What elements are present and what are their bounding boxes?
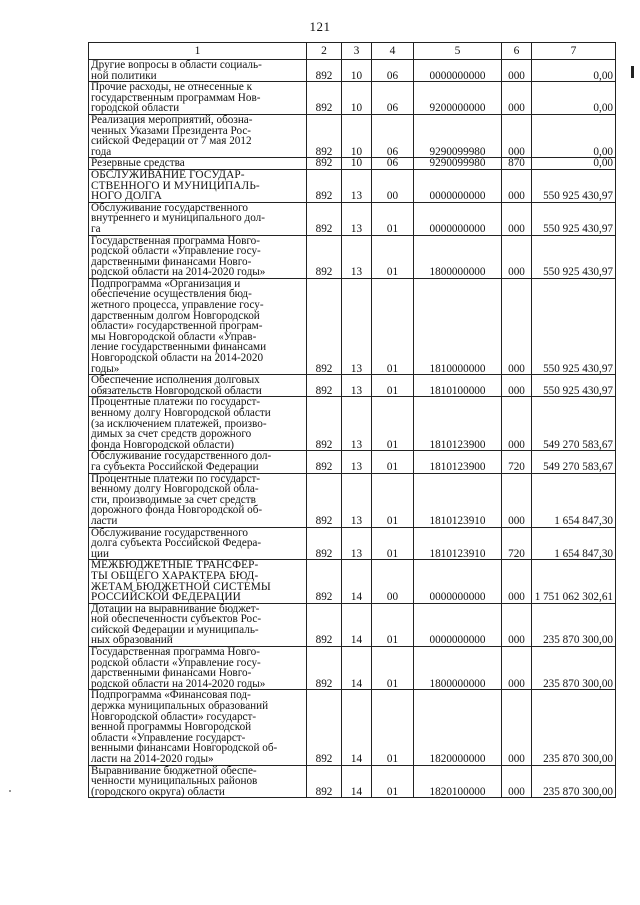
- row-amount: 1 751 062 302,61: [532, 560, 616, 603]
- table-body: [89, 60, 616, 798]
- row-name: Резервные средства: [89, 158, 307, 170]
- row-expense-type: 720: [502, 451, 532, 473]
- table-row: [89, 169, 616, 202]
- row-ved-code: 892: [307, 278, 342, 374]
- row-section-code: 14: [342, 647, 372, 690]
- table-row: [89, 235, 616, 278]
- table-row: [89, 603, 616, 646]
- row-section-code: 14: [342, 560, 372, 603]
- row-expense-type: 000: [502, 235, 532, 278]
- row-target-article: 1810100000: [414, 375, 502, 397]
- margin-mark: [631, 66, 634, 78]
- row-name: Реализация мероприятий, обозна- ченных Указами Президента Рос- сийской Федерации от 7 мая 2012 года: [89, 114, 307, 157]
- row-amount: 550 925 430,97: [532, 278, 616, 374]
- header-col-7: 7: [532, 43, 616, 60]
- row-subsection-code: 06: [372, 82, 414, 115]
- row-ved-code: 892: [307, 765, 342, 798]
- row-section-code: 13: [342, 375, 372, 397]
- row-subsection-code: 01: [372, 473, 414, 527]
- row-section-code: 13: [342, 202, 372, 235]
- row-subsection-code: 01: [372, 235, 414, 278]
- row-target-article: 0000000000: [414, 560, 502, 603]
- row-expense-type: 000: [502, 375, 532, 397]
- row-section-code: 10: [342, 114, 372, 157]
- row-subsection-code: 06: [372, 60, 414, 82]
- row-target-article: 9290099980: [414, 158, 502, 170]
- row-section-code: 10: [342, 158, 372, 170]
- header-col-4: 4: [372, 43, 414, 60]
- row-expense-type: 720: [502, 527, 532, 560]
- row-name: Дотации на выравнивание бюджет- ной обеспеченности субъектов Рос- сийской Федерации и муниципаль- ных образований: [89, 603, 307, 646]
- row-target-article: 1810123910: [414, 473, 502, 527]
- row-section-code: 13: [342, 473, 372, 527]
- row-ved-code: 892: [307, 451, 342, 473]
- row-name: Процентные платежи по государст- венному долгу Новгородской обла- сти, производимые за счет средств дорожного фонда Новгородской об- ласти: [89, 473, 307, 527]
- row-name: Подпрограмма «Финансовая под- держка муниципальных образований Новгородской области» государст- венной программы Новгородской области «Управление государст- венными финансами Новгородской об- ласти на 2014-2020 годы»: [89, 690, 307, 765]
- table-row: [89, 375, 616, 397]
- table-row: [89, 690, 616, 765]
- row-target-article: 1820100000: [414, 765, 502, 798]
- row-name: Обслуживание государственного дол- га субъекта Российской Федерации: [89, 451, 307, 473]
- row-target-article: 0000000000: [414, 202, 502, 235]
- row-ved-code: 892: [307, 473, 342, 527]
- row-expense-type: 000: [502, 202, 532, 235]
- row-name: Государственная программа Новго- родской области «Управление госу- дарственными финансами Новго- родской области на 2014-2020 годы»: [89, 647, 307, 690]
- header-row: [89, 43, 616, 60]
- row-section-code: 14: [342, 690, 372, 765]
- row-expense-type: 000: [502, 560, 532, 603]
- row-subsection-code: 01: [372, 527, 414, 560]
- table-row: [89, 473, 616, 527]
- row-ved-code: 892: [307, 82, 342, 115]
- row-section-code: 10: [342, 82, 372, 115]
- table-row: [89, 451, 616, 473]
- row-amount: 550 925 430,97: [532, 202, 616, 235]
- row-expense-type: 000: [502, 603, 532, 646]
- row-amount: 0,00: [532, 82, 616, 115]
- row-target-article: 0000000000: [414, 603, 502, 646]
- row-subsection-code: 06: [372, 158, 414, 170]
- row-amount: 549 270 583,67: [532, 451, 616, 473]
- row-ved-code: 892: [307, 169, 342, 202]
- row-section-code: 13: [342, 451, 372, 473]
- page-number: 121: [309, 19, 331, 34]
- header-col-2: 2: [307, 43, 342, 60]
- header-col-5: 5: [414, 43, 502, 60]
- header-col-1: 1: [89, 43, 307, 60]
- row-amount: 550 925 430,97: [532, 375, 616, 397]
- row-amount: 550 925 430,97: [532, 169, 616, 202]
- row-target-article: 1810000000: [414, 278, 502, 374]
- row-target-article: 1800000000: [414, 647, 502, 690]
- table-row: [89, 60, 616, 82]
- row-subsection-code: 01: [372, 278, 414, 374]
- row-target-article: 0000000000: [414, 60, 502, 82]
- row-target-article: 9290099980: [414, 114, 502, 157]
- row-name: Процентные платежи по государст- венному долгу Новгородской области (за исключением платежей, произво- димых за счет средств дорожного фонда Новгородской области): [89, 397, 307, 451]
- row-name: Другие вопросы в области социаль- ной политики: [89, 60, 307, 82]
- row-name: Выравнивание бюджетной обеспе- ченности муниципальных районов (городского округа) области: [89, 765, 307, 798]
- row-target-article: 1810123900: [414, 397, 502, 451]
- row-name: Обслуживание государственного долга субъекта Российской Федера- ции: [89, 527, 307, 560]
- row-section-code: 13: [342, 397, 372, 451]
- row-target-article: 1800000000: [414, 235, 502, 278]
- row-subsection-code: 01: [372, 603, 414, 646]
- row-amount: 0,00: [532, 158, 616, 170]
- row-name: Обеспечение исполнения долговых обязательств Новгородской области: [89, 375, 307, 397]
- row-ved-code: 892: [307, 397, 342, 451]
- row-ved-code: 892: [307, 235, 342, 278]
- scan-speck: [9, 790, 11, 792]
- row-name: Обслуживание государственного внутреннего и муниципального дол- га: [89, 202, 307, 235]
- row-expense-type: 000: [502, 765, 532, 798]
- row-amount: 0,00: [532, 60, 616, 82]
- row-expense-type: 000: [502, 278, 532, 374]
- table-row: [89, 158, 616, 170]
- row-amount: 1 654 847,30: [532, 527, 616, 560]
- row-amount: 549 270 583,67: [532, 397, 616, 451]
- row-ved-code: 892: [307, 560, 342, 603]
- row-amount: 1 654 847,30: [532, 473, 616, 527]
- row-subsection-code: 00: [372, 169, 414, 202]
- row-subsection-code: 01: [372, 647, 414, 690]
- table-row: [89, 647, 616, 690]
- row-section-code: 13: [342, 169, 372, 202]
- row-subsection-code: 01: [372, 375, 414, 397]
- table-row: [89, 114, 616, 157]
- row-expense-type: 000: [502, 690, 532, 765]
- row-target-article: 9200000000: [414, 82, 502, 115]
- row-amount: 235 870 300,00: [532, 690, 616, 765]
- row-section-code: 10: [342, 60, 372, 82]
- row-name: Подпрограмма «Организация и обеспечение осуществления бюд- жетного процесса, управление госу- дарственным долгом Новгородской области» государственной програм- мы Новгородской области «Управ- ление государственными финансами Новгородской области на 2014-2020 годы»: [89, 278, 307, 374]
- row-expense-type: 000: [502, 397, 532, 451]
- row-name: ОБСЛУЖИВАНИЕ ГОСУДАР- СТВЕННОГО И МУНИЦИПАЛЬ- НОГО ДОЛГА: [89, 169, 307, 202]
- row-expense-type: 000: [502, 82, 532, 115]
- row-ved-code: 892: [307, 603, 342, 646]
- row-ved-code: 892: [307, 202, 342, 235]
- row-expense-type: 000: [502, 647, 532, 690]
- row-section-code: 13: [342, 527, 372, 560]
- row-amount: 235 870 300,00: [532, 765, 616, 798]
- row-ved-code: 892: [307, 690, 342, 765]
- row-subsection-code: 01: [372, 765, 414, 798]
- row-ved-code: 892: [307, 527, 342, 560]
- row-section-code: 14: [342, 603, 372, 646]
- table-row: [89, 278, 616, 374]
- row-target-article: 1820000000: [414, 690, 502, 765]
- row-expense-type: 000: [502, 114, 532, 157]
- row-subsection-code: 01: [372, 397, 414, 451]
- row-expense-type: 000: [502, 473, 532, 527]
- row-expense-type: 870: [502, 158, 532, 170]
- row-ved-code: 892: [307, 158, 342, 170]
- row-subsection-code: 01: [372, 690, 414, 765]
- row-section-code: 13: [342, 278, 372, 374]
- table-row: [89, 560, 616, 603]
- row-subsection-code: 00: [372, 560, 414, 603]
- row-ved-code: 892: [307, 375, 342, 397]
- row-subsection-code: 01: [372, 202, 414, 235]
- row-ved-code: 892: [307, 647, 342, 690]
- row-expense-type: 000: [502, 60, 532, 82]
- row-amount: 0,00: [532, 114, 616, 157]
- row-subsection-code: 01: [372, 451, 414, 473]
- row-target-article: 0000000000: [414, 169, 502, 202]
- row-amount: 550 925 430,97: [532, 235, 616, 278]
- budget-table: [88, 42, 616, 798]
- row-target-article: 1810123900: [414, 451, 502, 473]
- row-section-code: 13: [342, 235, 372, 278]
- row-amount: 235 870 300,00: [532, 647, 616, 690]
- row-section-code: 14: [342, 765, 372, 798]
- table-row: [89, 397, 616, 451]
- row-name: МЕЖБЮДЖЕТНЫЕ ТРАНСФЕР- ТЫ ОБЩЕГО ХАРАКТЕРА БЮД- ЖЕТАМ БЮДЖЕТНОЙ СИСТЕМЫ РОССИЙСКОЙ ФЕДЕРАЦИИ: [89, 560, 307, 603]
- row-expense-type: 000: [502, 169, 532, 202]
- table-row: [89, 527, 616, 560]
- row-name: Прочие расходы, не отнесенные к государственным программам Нов- городской области: [89, 82, 307, 115]
- row-ved-code: 892: [307, 60, 342, 82]
- row-ved-code: 892: [307, 114, 342, 157]
- row-amount: 235 870 300,00: [532, 603, 616, 646]
- table-row: [89, 202, 616, 235]
- table-row: [89, 82, 616, 115]
- row-target-article: 1810123910: [414, 527, 502, 560]
- row-subsection-code: 06: [372, 114, 414, 157]
- header-col-3: 3: [342, 43, 372, 60]
- header-col-6: 6: [502, 43, 532, 60]
- table-row: [89, 765, 616, 798]
- row-name: Государственная программа Новго- родской области «Управление госу- дарственными финансами Новго- родской области на 2014-2020 годы»: [89, 235, 307, 278]
